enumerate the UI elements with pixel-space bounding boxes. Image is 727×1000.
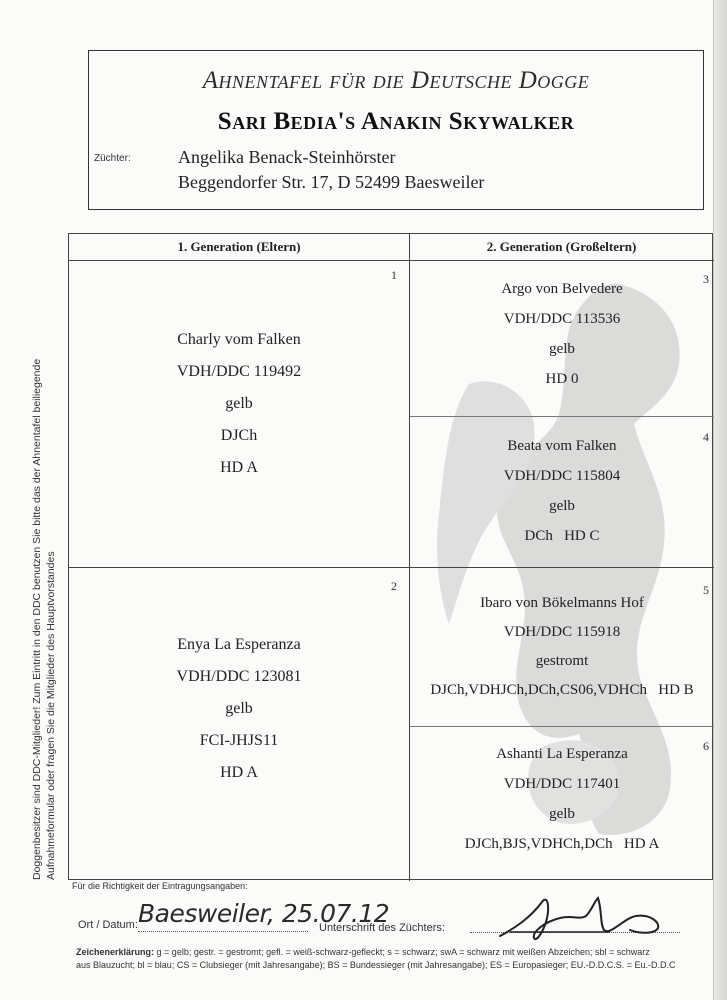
grandparent-6-number: 6 (703, 739, 709, 753)
accuracy-note: Für die Richtigkeit der Eintragungsangaben: (72, 881, 248, 891)
parent-2-color: gelb (225, 700, 253, 717)
generation-1-header: 1. Generation (Eltern) (69, 234, 410, 261)
grandparent-6-color: gelb (549, 806, 575, 822)
grandparent-5-extra: DJCh,VDHJCh,DCh,CS06,VDHCh HD B (430, 682, 694, 698)
grandparent-5-color: gestromt (535, 653, 589, 669)
grandparent-6-registration: VDH/DDC 117401 (503, 776, 621, 792)
grandparent-divider-upper (410, 416, 714, 417)
side-note-line-1: Doggenbesitzer sind DDC-Mitglieder! Zum Eintritt in den DDC benutzen Sie bitte das der Ahnentafel beiliegende (31, 358, 43, 880)
place-date-line (138, 931, 308, 932)
parent-2-entry (69, 629, 409, 789)
parent-1-hd: HD A (220, 459, 258, 476)
legend-line-2: aus Blauzucht; bl = blau; CS = Clubsieger (mit Jahresangabe); BS = Bundessieger (mit Jahresangabe); ES = Europasieger; EU.-D.D.C.S. = Eu.-D.D.C (76, 960, 676, 970)
grandparent-4-extra: DCh HD C (524, 528, 600, 544)
dog-name: Sari Bedia's Anakin Skywalker (217, 108, 575, 135)
parent-1-titles: DJCh (220, 427, 258, 444)
legend (76, 946, 706, 972)
legend-line-1 (76, 946, 706, 959)
parent-1-number: 1 (391, 268, 397, 282)
grandparent-5-entry (410, 589, 714, 705)
parent-1-entry (69, 324, 409, 484)
grandparent-3-entry (410, 274, 714, 394)
grandparent-4-name: Beata vom Falken (507, 438, 617, 454)
legend-title: Zeichenerklärung: (76, 947, 155, 957)
grandparent-6-name: Ashanti La Esperanza (496, 746, 628, 762)
grandparent-4-number: 4 (703, 430, 709, 444)
grandparent-5-registration: VDH/DDC 115918 (503, 624, 621, 640)
parent-1-name: Charly vom Falken (177, 331, 301, 348)
parent-2-number: 2 (391, 579, 397, 593)
breeder-signature (490, 888, 670, 948)
grandparent-3-name: Argo von Belvedere (501, 281, 623, 297)
grandparent-4-color: gelb (549, 498, 575, 514)
grandparent-5-number: 5 (703, 583, 709, 597)
place-date-label: Ort / Datum: (78, 919, 138, 931)
parent-2-name: Enya La Esperanza (177, 636, 301, 653)
generation-2-header: 2. Generation (Großeltern) (409, 234, 714, 261)
page-edge (713, 0, 727, 1000)
side-note-line-2: Aufnahmeformular oder fragen Sie die Mitglieder des Hauptvorstandes (45, 551, 57, 880)
parent-2-hd: HD A (220, 764, 258, 781)
grandparent-3-extra: HD 0 (545, 371, 579, 387)
header-box (88, 50, 704, 210)
parent-2-registration: VDH/DDC 123081 (176, 668, 302, 685)
grandparent-6-entry (410, 739, 714, 859)
grandparent-5-name: Ibaro von Bökelmanns Hof (480, 595, 644, 611)
grandparent-4-entry (410, 431, 714, 551)
document-title: Ahnentafel für die Deutsche Dogge (202, 67, 590, 94)
side-note (30, 320, 58, 880)
legend-line-1-text: g = gelb; gestr. = gestromt; gefl. = weiß-schwarz-gefleckt; s = schwarz; swA = schwarz mit weißen Abzeichen; sbl = schwarz (156, 947, 650, 957)
parent-2-titles: FCI-JHJS11 (199, 732, 279, 749)
grandparent-6-extra: DJCh,BJS,VDHCh,DCh HD A (464, 836, 660, 852)
grandparent-3-number: 3 (703, 272, 709, 286)
grandparent-3-color: gelb (549, 341, 575, 357)
grandparent-3-registration: VDH/DDC 113536 (503, 311, 621, 327)
grandparent-divider-lower (410, 726, 714, 727)
parent-1-color: gelb (225, 395, 253, 412)
parent-row-divider (69, 567, 714, 568)
breeder-address: Beggendorfer Str. 17, D 52499 Baesweiler (178, 172, 485, 192)
signature-label: Unterschrift des Züchters: (319, 922, 445, 934)
pedigree-table (68, 233, 713, 880)
grandparent-4-registration: VDH/DDC 115804 (503, 468, 621, 484)
breeder-label: Züchter: (94, 153, 131, 164)
place-date-value: Baesweiler, 25.07.12 (138, 899, 390, 928)
parent-1-registration: VDH/DDC 119492 (176, 363, 302, 380)
breeder-name: Angelika Benack-Steinhörster (178, 147, 396, 167)
